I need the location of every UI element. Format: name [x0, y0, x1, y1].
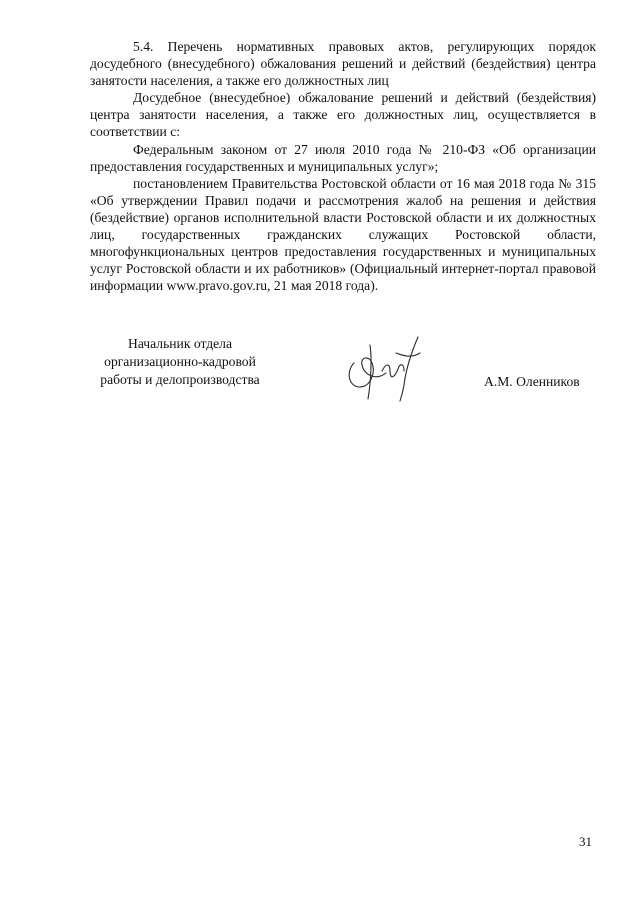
signer-name: А.М. Оленников	[484, 374, 580, 389]
body-paragraph: постановлением Правительства Ростовской области от 16 мая 2018 года № 315 «Об утверждении Правил подачи и рассмотрения жалоб на решения и действия (бездействие) органов исполнительной власти Ростовской области и их должностных лиц, государственных гражданских служащих Ростовской области, многофункциональных центров предоставления государственных и муниципальных услуг Ростовской области и их работников» (Официальный интернет-портал правовой информации www.pravo.gov.ru, 21 мая 2018 года).	[90, 175, 596, 294]
document-body	[90, 38, 596, 294]
signer-position-line: Начальник отдела	[128, 336, 232, 351]
signature-block	[0, 335, 640, 415]
body-paragraph: Федеральным законом от 27 июля 2010 года № 210-ФЗ «Об организации предоставления государственных и муниципальных услуг»;	[90, 141, 596, 174]
signer-position-line: работы и делопроизводства	[100, 372, 260, 387]
signer-position-line: организационно-кадровой	[104, 354, 256, 369]
signer-position	[80, 335, 280, 389]
handwritten-signature	[340, 333, 430, 405]
body-paragraph: Досудебное (внесудебное) обжалование решений и действий (бездействия) центра занятости населения, а также его должностных лиц, осуществляется в соответствии с:	[90, 90, 596, 140]
section-heading-paragraph: 5.4. Перечень нормативных правовых актов, регулирующих порядок досудебного (внесудебного) обжалования решений и действий (бездействия) центра занятости населения, а также его должностных лиц	[90, 39, 596, 89]
page-number: 31	[579, 834, 592, 849]
